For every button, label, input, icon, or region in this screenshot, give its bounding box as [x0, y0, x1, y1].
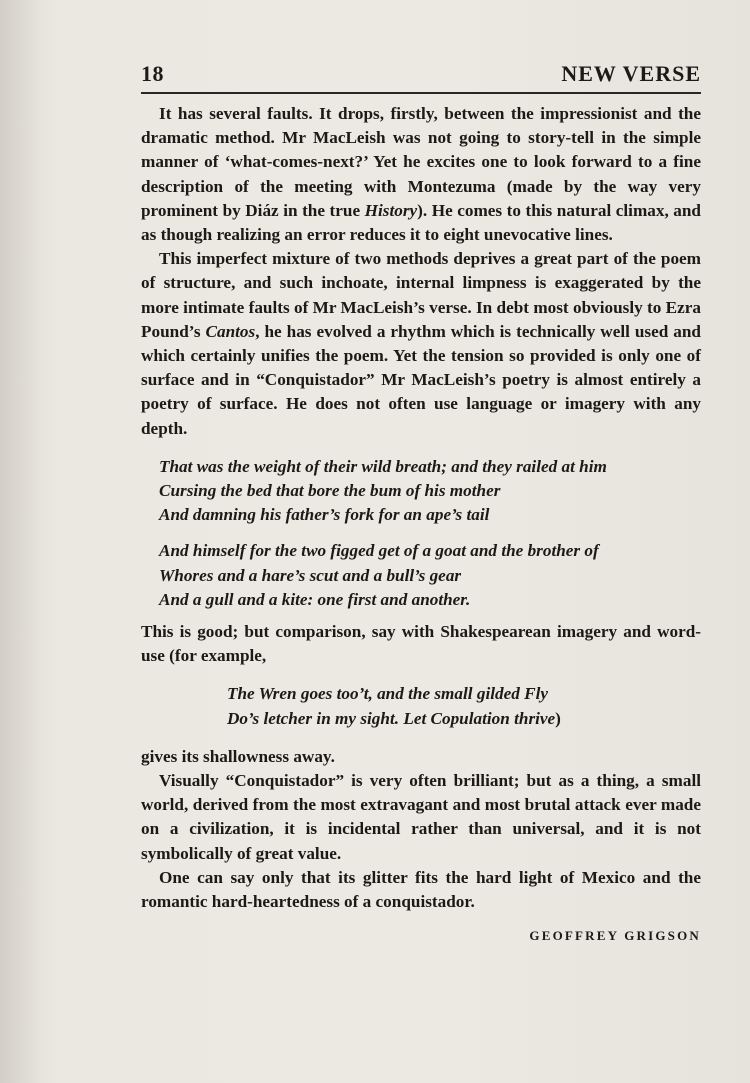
page-header — [141, 58, 701, 94]
quote-line: Do’s letcher in my sight. Let Copulation thrive) — [227, 708, 561, 728]
author-signature: GEOFFREY GRIGSON — [529, 928, 701, 943]
paragraph-2: This imperfect mixture of two methods deprives a great part of the poem of structure, and such inchoate, internal limpness is exaggerated by the more intimate faults of Mr MacLeish’s verse. In debt most obviously to Ezra Pound’s Cantos, he has evolved a rhythm which is technically well used and which certainly unifies the poem. Yet the tension so provided is only one of surface and in “Conquistador” Mr MacLeish’s poetry is almost entirely a poetry of surface. He does not often use language or imagery with any depth. — [141, 249, 701, 438]
verse-line: And himself for the two figged get of a goat and the brother of — [159, 541, 599, 561]
verse-line: Whores and a hare’s scut and a bull’s gear — [159, 565, 462, 585]
page-shadow — [0, 0, 60, 1083]
verse-line: Cursing the bed that bore the bum of his mother — [159, 481, 501, 501]
page-number: 18 — [141, 61, 164, 86]
verse-line: That was the weight of their wild breath; and they railed at him — [159, 456, 607, 476]
quote-line: The Wren goes too’t, and the small gilded Fly — [227, 684, 548, 704]
verse-line: And a gull and a kite: one first and another. — [159, 589, 471, 609]
verse-line: And damning his father’s fork for an ape’s tail — [159, 505, 490, 525]
paragraph-3: This is good; but comparison, say with Shakespearean imagery and word-use (for example, — [141, 622, 701, 666]
paragraph-6: One can say only that its glitter fits the hard light of Mexico and the romantic hard-heartedness of a conquistador. — [141, 867, 701, 912]
shakespeare-quote — [227, 682, 701, 730]
verse-stanza-1 — [159, 455, 701, 528]
paragraph-5: Visually “Conquistador” is very often brilliant; but as a thing, a small world, derived from the most extravagant and most brutal attack ever made on a civilization, it is incidental rather than universal, and it is not symbolically of great value. — [141, 771, 701, 863]
italic-title-cantos: Cantos — [205, 321, 256, 341]
article-body — [141, 102, 701, 914]
paragraph-4: gives its shallowness away. — [141, 746, 335, 766]
running-head: NEW VERSE — [561, 61, 701, 86]
verse-stanza-2 — [159, 539, 701, 612]
paragraph-1: It has several faults. It drops, firstly, between the impressionist and the dramatic method. Mr MacLeish was not going to story-tell in the simple manner of ‘what-comes-next?’ Yet he excites one to look forward to a fine description of the meeting with Montezuma (made by the way very prominent by Diáz in the true History). He comes to this natural climax, and as though realizing an error reduces it to eight unevocative lines. — [141, 104, 701, 245]
italic-title-history: History — [364, 200, 418, 220]
